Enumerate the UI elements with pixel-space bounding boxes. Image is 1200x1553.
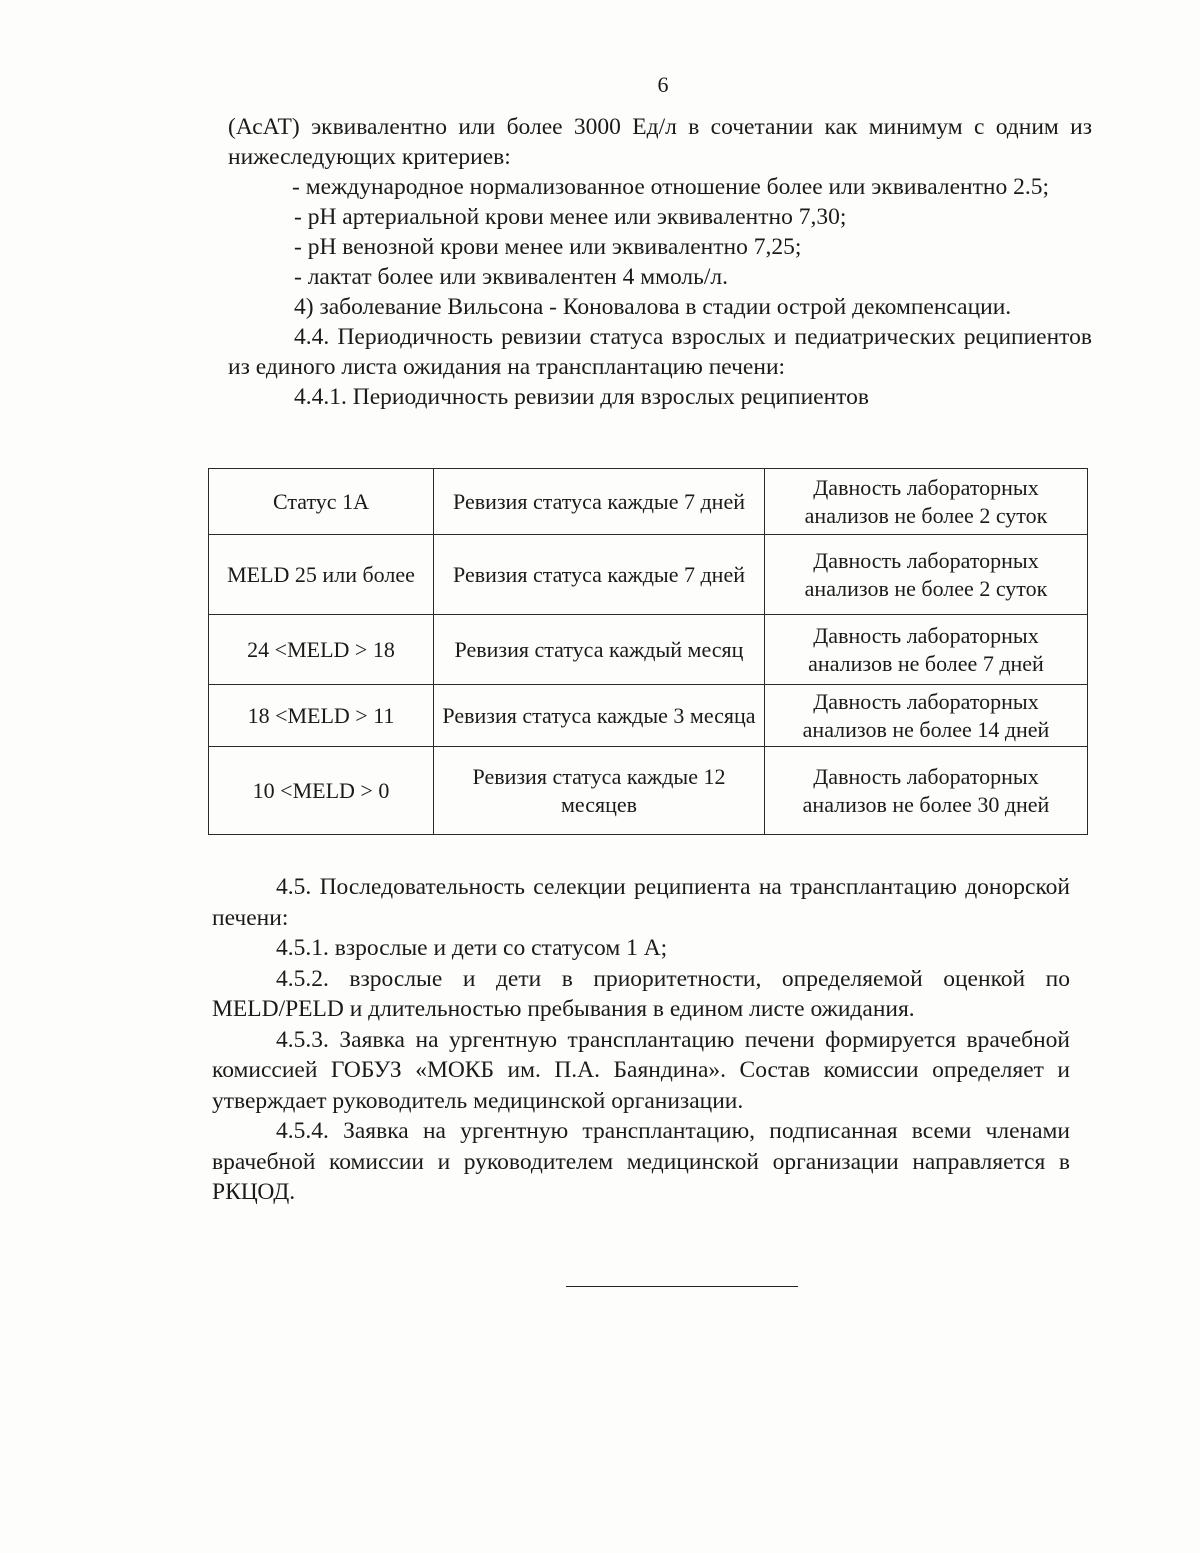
section-heading-4-4: 4.4. Периодичность ревизии статуса взрослых и педиатрических реципиентов из единого листа ожидания на трансплантацию печени:: [228, 324, 1092, 380]
table-cell-status: 18 <MELD > 11: [209, 685, 434, 747]
table-cell-revision: Ревизия статуса каждые 7 дней: [434, 535, 765, 615]
table-cell-status: 24 <MELD > 18: [209, 615, 434, 685]
table-cell-status: MELD 25 или более: [209, 535, 434, 615]
table-cell-status: Статус 1А: [209, 469, 434, 535]
paragraph: 4.5.2. взрослые и дети в приоритетности, определяемой оценкой по MELD/PELD и длительностью пребывания в едином листе ожидания.: [212, 965, 1070, 1022]
paragraph: - рН артериальной крови менее или эквивалентно 7,30;: [294, 204, 847, 230]
table-cell-revision: Ревизия статуса каждые 3 месяца: [434, 685, 765, 747]
paragraph: 4.5.3. Заявка на ургентную трансплантацию печени формируется врачебной комиссией ГОБУЗ «МОКБ им. П.А. Баяндина». Состав комиссии определяет и утверждает руководитель медицинской организации.: [212, 1026, 1070, 1114]
table-cell-lab-age: Давность лабораторных анализов не более 2 суток: [765, 535, 1088, 615]
paragraph: 4) заболевание Вильсона - Коновалова в стадии острой декомпенсации.: [294, 294, 1012, 320]
section-heading-4-5: 4.5. Последовательность селекции реципиента на трансплантацию донорской печени:: [212, 874, 1070, 931]
end-rule: [566, 1286, 798, 1287]
body-text-bottom: [212, 872, 1070, 1208]
table-row: [209, 615, 1088, 685]
paragraph: 4.5.1. взрослые и дети со статусом 1 А;: [276, 935, 668, 961]
table-cell-revision: Ревизия статуса каждые 12 месяцев: [434, 747, 765, 835]
section-heading-4-4-1: 4.4.1. Периодичность ревизии для взрослых реципиентов: [294, 384, 869, 410]
table-row: [209, 469, 1088, 535]
page-number: 6: [657, 72, 669, 97]
body-text-top: [228, 112, 1092, 412]
paragraph: 4.5.4. Заявка на ургентную трансплантацию, подписанная всеми членами врачебной комиссии и руководителем медицинской организации направляется в РКЦОД.: [212, 1118, 1070, 1205]
revision-table: [208, 468, 1088, 835]
paragraph: - лактат более или эквивалентен 4 ммоль/л.: [294, 264, 728, 290]
table-cell-lab-age: Давность лабораторных анализов не более 14 дней: [765, 685, 1088, 747]
table-row: [209, 747, 1088, 835]
table-cell-lab-age: Давность лабораторных анализов не более 7 дней: [765, 615, 1088, 685]
table-cell-lab-age: Давность лабораторных анализов не более 30 дней: [765, 747, 1088, 835]
table-cell-revision: Ревизия статуса каждые 7 дней: [434, 469, 765, 535]
paragraph: (АсАТ) эквивалентно или более 3000 Ед/л в сочетании как минимум с одним из нижеследующих критериев:: [228, 114, 1092, 170]
table-cell-status: 10 <MELD > 0: [209, 747, 434, 835]
paragraph: - международное нормализованное отношение более или эквивалентно 2.5;: [292, 174, 1049, 200]
table-row: [209, 685, 1088, 747]
table-cell-lab-age: Давность лабораторных анализов не более 2 суток: [765, 469, 1088, 535]
paragraph: - рН венозной крови менее или эквивалентно 7,25;: [294, 234, 802, 260]
table-cell-revision: Ревизия статуса каждый месяц: [434, 615, 765, 685]
table-row: [209, 535, 1088, 615]
